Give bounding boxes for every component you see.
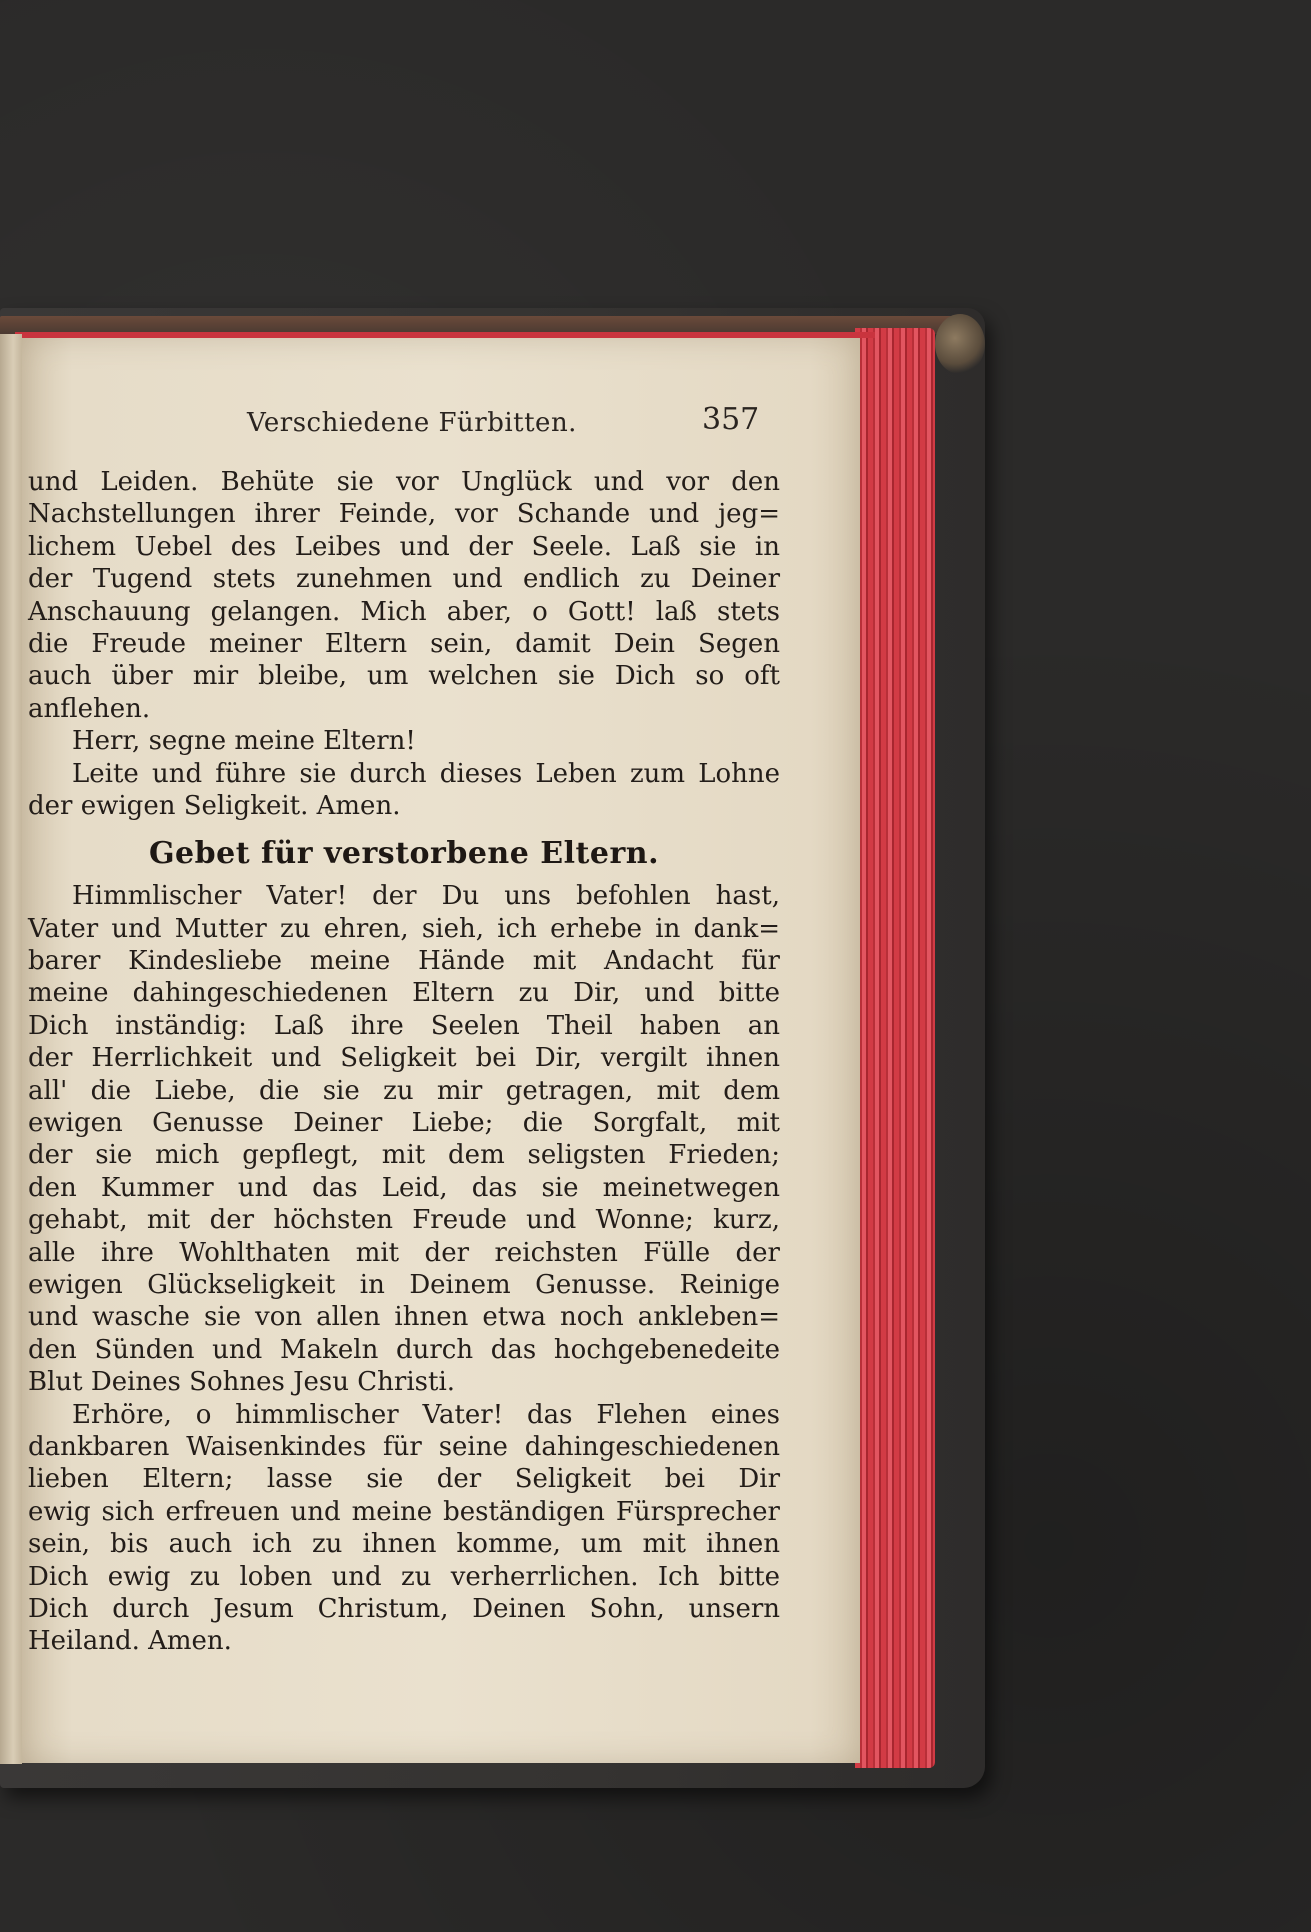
book-page xyxy=(22,338,860,1763)
text-line: Heiland. Amen. xyxy=(28,1626,232,1657)
text-line: Erhöre, o himmlischer Vater! das Flehen eines xyxy=(72,1399,780,1430)
worn-corner xyxy=(935,314,985,374)
text-line: gehabt, mit der höchsten Freude und Wonne; kurz, xyxy=(28,1205,780,1236)
text-line: auch über mir bleibe, um welchen sie Dich so oft xyxy=(28,661,780,692)
text-line: lieben Eltern; lasse sie der Seligkeit bei Dir xyxy=(28,1464,780,1495)
text-line: der Tugend stets zunehmen und endlich zu Deiner xyxy=(28,564,780,595)
text-line: der ewigen Seligkeit. Amen. xyxy=(28,790,401,821)
page-header xyxy=(22,402,860,448)
text-line: Dich ewig zu loben und zu verherrlichen. Ich bitte xyxy=(28,1561,780,1592)
text-line: und Leiden. Behüte sie vor Unglück und vor den xyxy=(28,467,780,497)
text-line: Dich inständig: Laß ihre Seelen Theil haben an xyxy=(28,1010,780,1041)
text-line: und wasche sie von allen ihnen etwa noch ankleben= xyxy=(28,1302,780,1333)
text-line: barer Kindesliebe meine Hände mit Andacht für xyxy=(28,946,780,977)
text-line: die Freude meiner Eltern sein, damit Dein Segen xyxy=(28,628,780,659)
text-line: Blut Deines Sohnes Jesu Christi. xyxy=(28,1367,456,1398)
text-line: meine dahingeschiedenen Eltern zu Dir, und bitte xyxy=(28,978,780,1009)
page-number: 357 xyxy=(702,402,760,437)
book xyxy=(0,308,985,1788)
text-line: ewigen Glückseligkeit in Deinem Genusse. Reinige xyxy=(28,1269,780,1300)
red-page-edges xyxy=(855,328,935,1768)
text-line: sein, bis auch ich zu ihnen komme, um mit ihnen xyxy=(28,1529,780,1560)
left-page-edge xyxy=(0,334,22,1764)
running-head: Verschiedene Fürbitten. xyxy=(247,408,577,438)
text-line: Vater und Mutter zu ehren, sieh, ich erhebe in dank= xyxy=(28,913,780,944)
text-line: alle ihre Wohlthaten mit der reichsten Fülle der xyxy=(28,1237,780,1268)
text-line: der Herrlichkeit und Seligkeit bei Dir, vergilt ihnen xyxy=(28,1043,780,1074)
text-line: ewigen Genusse Deiner Liebe; die Sorgfalt, mit xyxy=(28,1108,780,1139)
text-line: ewig sich erfreuen und meine beständigen Fürsprecher xyxy=(28,1496,780,1527)
text-line: Anschauung gelangen. Mich aber, o Gott! laß stets xyxy=(28,596,780,627)
section-heading: Gebet für verstorbene Eltern. xyxy=(148,836,660,872)
text-line: dankbaren Waisenkindes für seine dahingeschiedenen xyxy=(28,1431,780,1462)
text-line: den Sünden und Makeln durch das hochgebenedeite xyxy=(28,1334,780,1365)
text-line: Nachstellungen ihrer Feinde, vor Schande und jeg= xyxy=(28,499,780,530)
text-line: der sie mich gepflegt, mit dem seligsten Frieden; xyxy=(28,1140,780,1171)
page-body xyxy=(28,466,780,1658)
text-line: all' die Liebe, die sie zu mir getragen, mit dem xyxy=(28,1075,780,1106)
text-line: Himmlischer Vater! der Du uns befohlen hast, xyxy=(72,881,780,912)
text-line: anflehen. xyxy=(28,693,151,724)
text-line: Dich durch Jesum Christum, Deinen Sohn, unsern xyxy=(28,1593,780,1624)
text-line: Leite und führe sie durch dieses Leben zum Lohne xyxy=(72,758,780,789)
text-line: den Kummer und das Leid, das sie meinetwegen xyxy=(28,1172,780,1203)
text-line: Herr, segne meine Eltern! xyxy=(72,726,416,757)
text-line: lichem Uebel des Leibes und der Seele. Laß sie in xyxy=(28,531,780,562)
